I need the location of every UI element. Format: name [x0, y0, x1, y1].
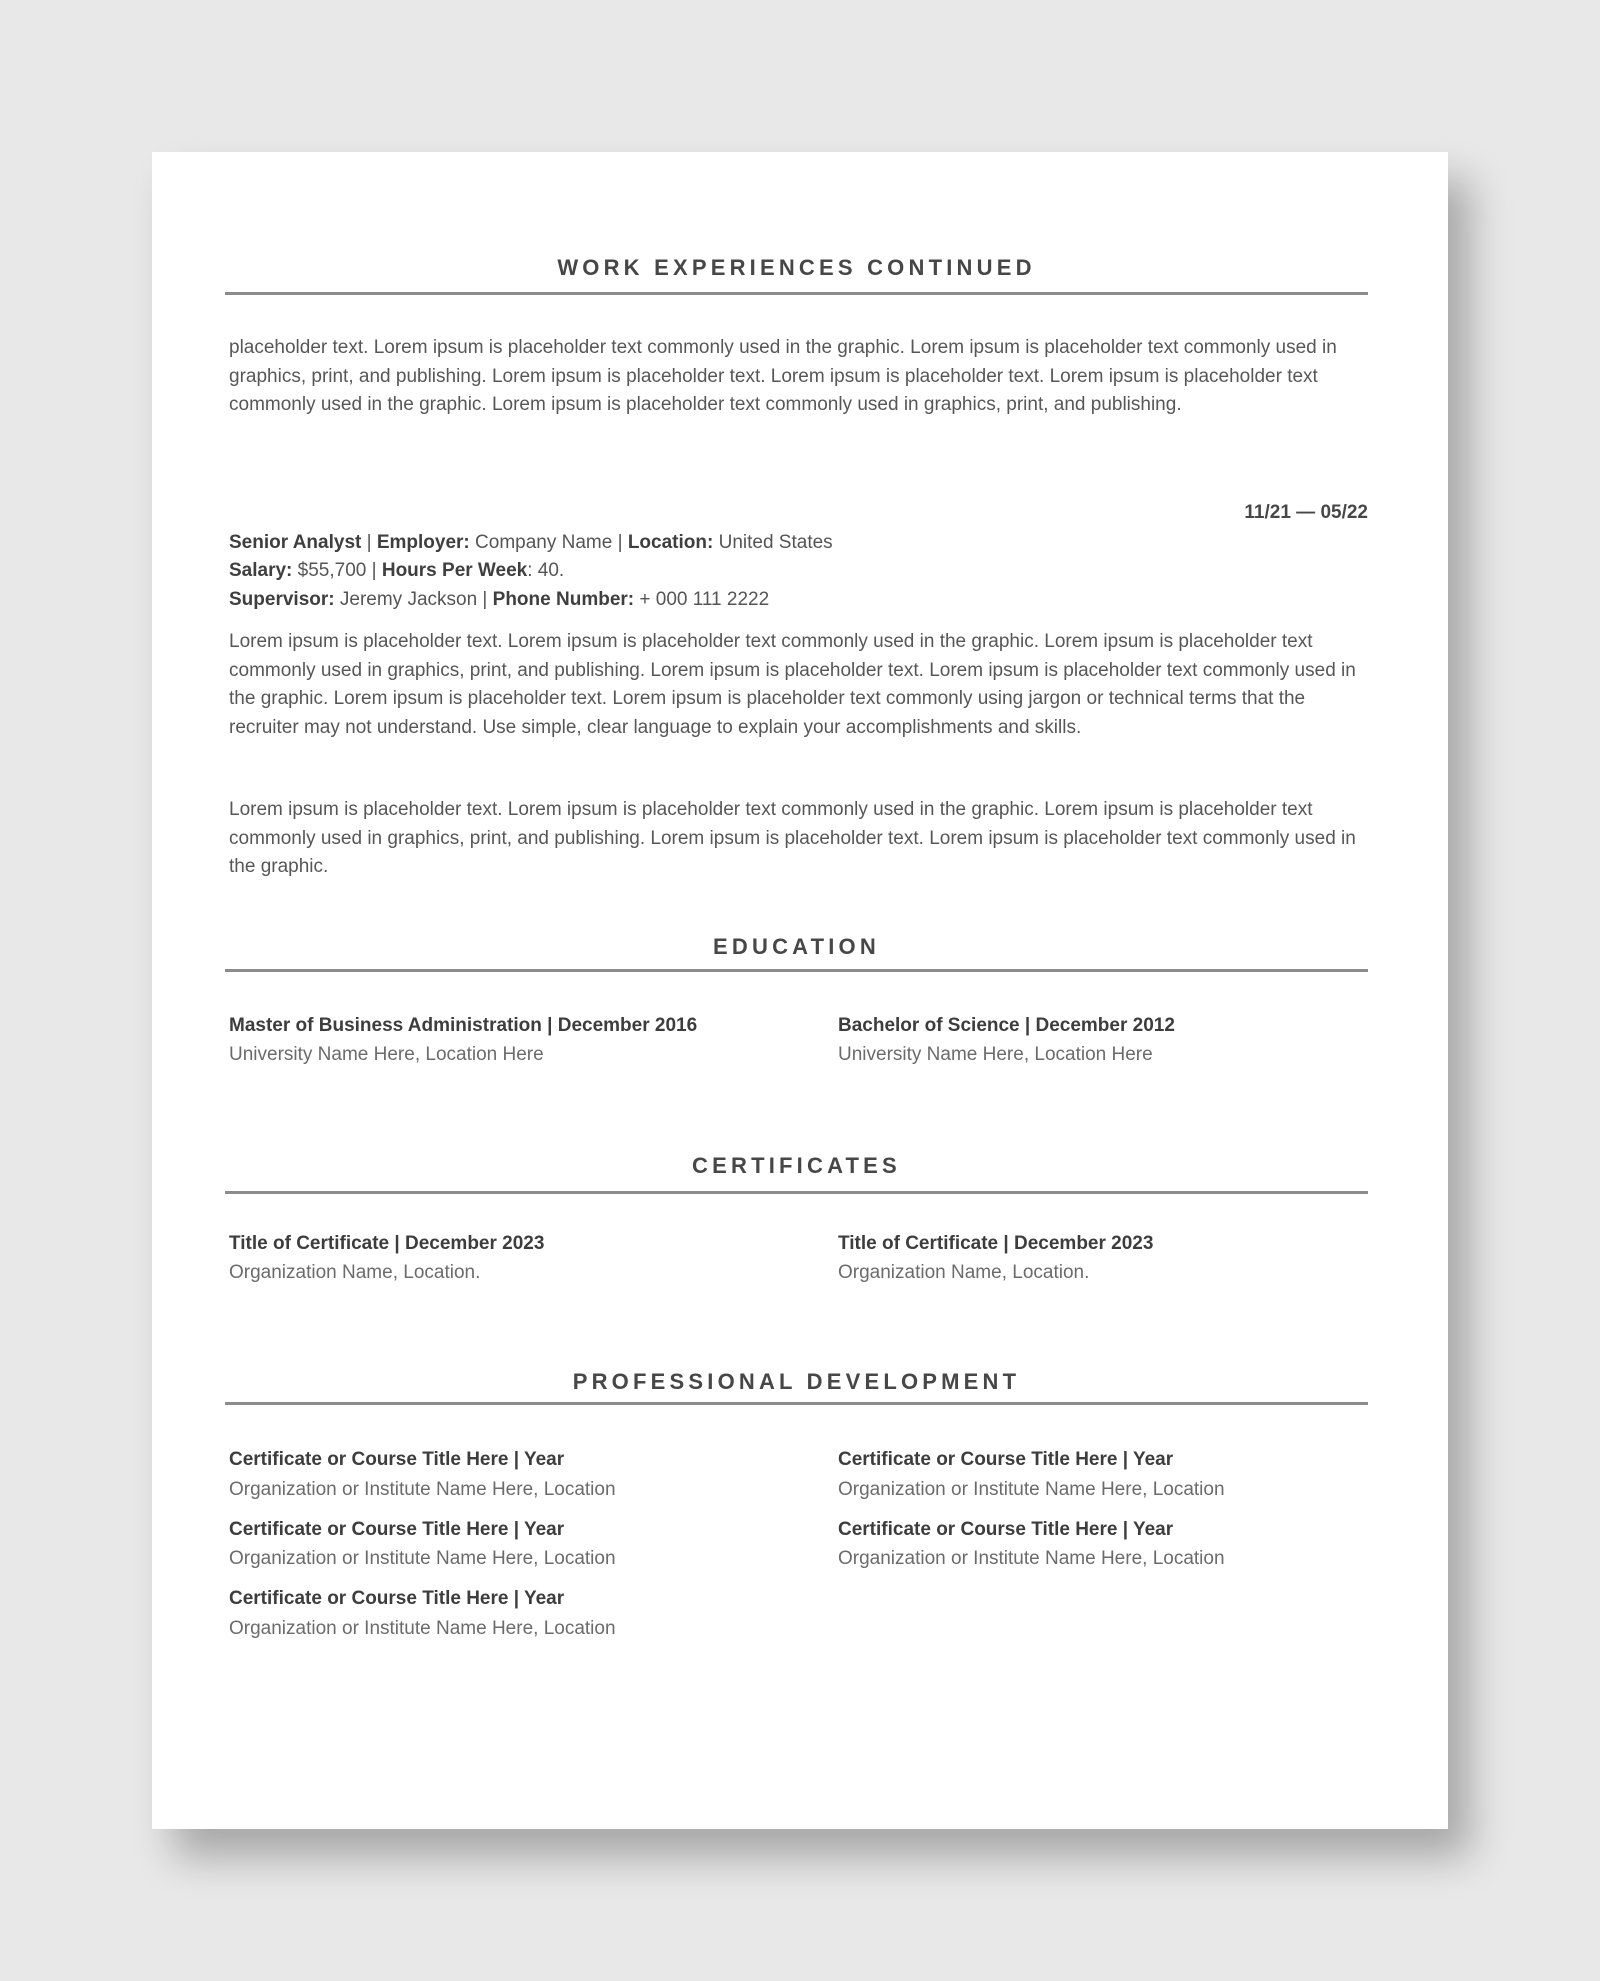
education-entry-subtitle: University Name Here, Location Here [838, 1044, 1153, 1065]
section-title-certificates: CERTIFICATES [692, 1153, 901, 1178]
certificate-entry-subtitle: Organization Name, Location. [229, 1262, 481, 1283]
pd-entry-subtitle: Organization or Institute Name Here, Location [229, 1618, 616, 1639]
section-divider [225, 969, 1368, 972]
job-title-line [229, 532, 833, 554]
section-divider [225, 292, 1368, 295]
certificate-entry-subtitle: Organization Name, Location. [838, 1262, 1090, 1283]
location-label: Location: [627, 532, 714, 553]
pd-entry-title: Certificate or Course Title Here | Year [229, 1519, 565, 1540]
certificate-entry-title: Title of Certificate | December 2023 [229, 1233, 545, 1254]
pd-entry-subtitle: Organization or Institute Name Here, Location [838, 1479, 1225, 1500]
job-salary-line [229, 560, 564, 582]
hours-label: Hours Per Week [381, 560, 528, 581]
pd-entry-title: Certificate or Course Title Here | Year [229, 1588, 565, 1609]
certificate-entry-title: Title of Certificate | December 2023 [838, 1233, 1154, 1254]
job-description-paragraph: Lorem ipsum is placeholder text. Lorem ipsum is placeholder text commonly used in the graphic. Lorem ipsum is placeholder text commonly used in graphics, print, and publishing. Lorem ipsum is placeholder text. Lorem ipsum is placeholder text commonly used in the graphic. Lorem ipsum is placeholder text. Lorem ipsum is placeholder text commonly using jargon or technical terms that the recruiter may not understand. Use simple, clear language to explain your accomplishments and skills. [229, 631, 1356, 738]
location-value: United States [718, 532, 833, 553]
supervisor-value: Jeremy Jackson [339, 589, 478, 610]
pd-entry-title: Certificate or Course Title Here | Year [838, 1449, 1174, 1470]
section-divider [225, 1191, 1368, 1194]
work-continued-paragraph: placeholder text. Lorem ipsum is placeholder text commonly used in the graphic. Lorem ipsum is placeholder text commonly used in graphics, print, and publishing. Lorem ipsum is placeholder text. Lorem ipsum is placeholder text. Lorem ipsum is placeholder text commonly used in the graphic. Lorem ipsum is placeholder text commonly used in graphics, print, and publishing. [229, 337, 1337, 415]
job-description-paragraph: Lorem ipsum is placeholder text. Lorem ipsum is placeholder text commonly used in the graphic. Lorem ipsum is placeholder text commonly used in graphics, print, and publishing. Lorem ipsum is placeholder text. Lorem ipsum is placeholder text commonly used in the graphic. [229, 799, 1356, 877]
employer-label: Employer: [376, 532, 470, 553]
supervisor-label: Supervisor: [229, 589, 335, 610]
section-divider [225, 1402, 1368, 1405]
job-dates: 11/21 — 05/22 [1244, 502, 1368, 523]
separator: | [612, 532, 628, 553]
employer-value: Company Name [475, 532, 613, 553]
phone-value: + 000 111 2222 [639, 589, 770, 610]
phone-label: Phone Number: [492, 589, 635, 610]
separator: | [366, 560, 382, 581]
job-supervisor-line [229, 589, 769, 611]
education-entry-title: Master of Business Administration | December 2016 [229, 1015, 698, 1036]
section-title-professional-development: PROFESSIONAL DEVELOPMENT [572, 1369, 1021, 1394]
job-role: Senior Analyst [229, 532, 362, 553]
separator: | [477, 589, 493, 610]
education-entry-subtitle: University Name Here, Location Here [229, 1044, 544, 1065]
resume-page [152, 152, 1448, 1829]
section-title-education: EDUCATION [713, 934, 880, 959]
pd-entry-subtitle: Organization or Institute Name Here, Location [838, 1548, 1225, 1569]
pd-entry-title: Certificate or Course Title Here | Year [229, 1449, 565, 1470]
hours-value: : 40. [527, 560, 565, 581]
section-title-work-experiences: WORK EXPERIENCES CONTINUED [557, 255, 1036, 280]
pd-entry-subtitle: Organization or Institute Name Here, Location [229, 1548, 616, 1569]
salary-label: Salary: [229, 560, 293, 581]
pd-entry-title: Certificate or Course Title Here | Year [838, 1519, 1174, 1540]
salary-value: $55,700 [297, 560, 367, 581]
separator: | [361, 532, 377, 553]
education-entry-title: Bachelor of Science | December 2012 [838, 1015, 1175, 1036]
pd-entry-subtitle: Organization or Institute Name Here, Location [229, 1479, 616, 1500]
